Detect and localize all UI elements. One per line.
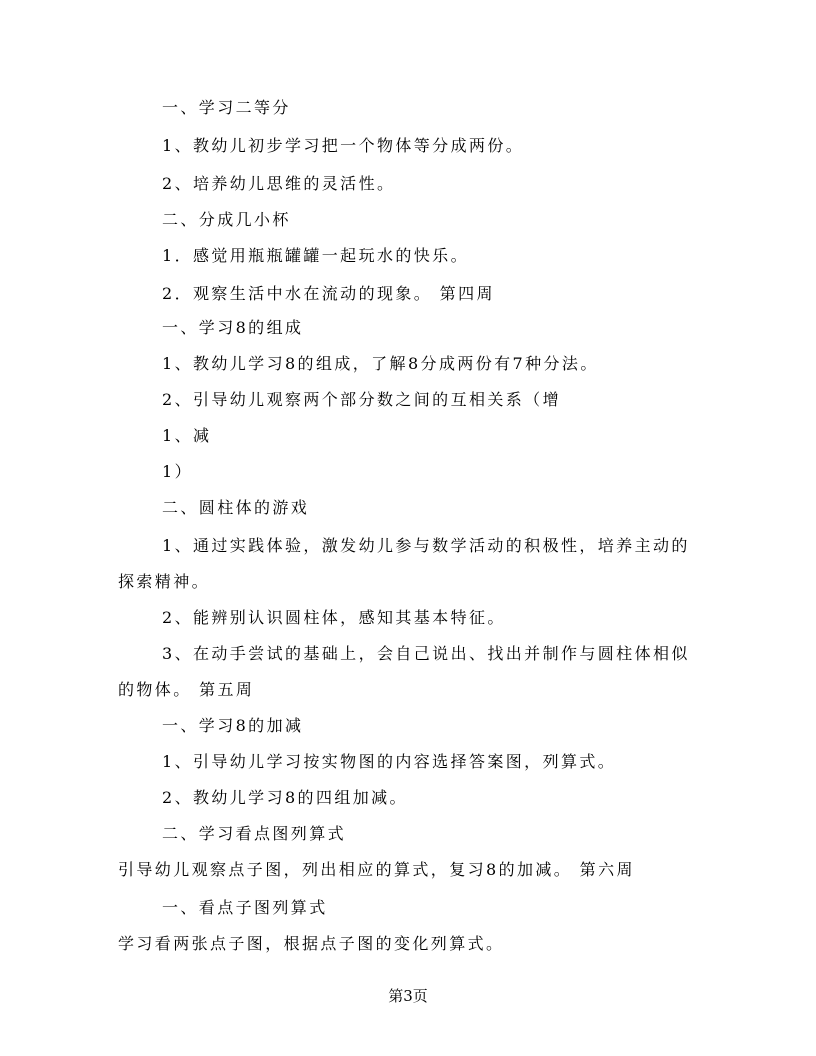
section-heading-bisection: 一、学习二等分 <box>162 98 291 117</box>
paragraph-line: 1、通过实践体验，激发幼儿参与数学活动的积极性，培养主动的 <box>162 536 690 555</box>
paragraph-line: 1．感觉用瓶瓶罐罐一起玩水的快乐。 <box>162 246 469 265</box>
page-number: 第3页 <box>388 987 428 1005</box>
paragraph-line: 1、教幼儿学习8的组成，了解8分成两份有7种分法。 <box>162 354 599 373</box>
paragraph-line: 1） <box>162 462 193 481</box>
section-heading-cylinder: 二、圆柱体的游戏 <box>162 498 310 517</box>
paragraph-line: 2、培养幼儿思维的灵活性。 <box>162 174 396 193</box>
paragraph-line: 2、教幼儿学习8的四组加减。 <box>162 788 408 807</box>
section-heading-small-cups: 二、分成几小杯 <box>162 210 291 229</box>
paragraph-line: 2、引导幼儿观察两个部分数之间的互相关系（增 <box>162 390 561 409</box>
paragraph-line: 学习看两张点子图，根据点子图的变化列算式。 <box>118 934 505 953</box>
paragraph-line-continued: 探索精神。 <box>118 572 211 591</box>
paragraph-line-week-four: 2．观察生活中水在流动的现象。 第四周 <box>162 284 495 303</box>
section-heading-compose-8: 一、学习8的组成 <box>162 318 304 337</box>
paragraph-line: 1、引导幼儿学习按实物图的内容选择答案图，列算式。 <box>162 752 617 771</box>
section-heading-add-sub-8: 一、学习8的加减 <box>162 716 304 735</box>
paragraph-line: 1、减 <box>162 426 212 445</box>
section-heading-dot-formula: 一、看点子图列算式 <box>162 898 328 917</box>
section-heading-dot-chart: 二、学习看点图列算式 <box>162 824 347 843</box>
paragraph-line-week-five: 的物体。 第五周 <box>118 680 255 699</box>
paragraph-line: 3、在动手尝试的基础上，会自己说出、找出并制作与圆柱体相似 <box>162 644 690 663</box>
paragraph-line-week-six: 引导幼儿观察点子图，列出相应的算式，复习8的加减。 第六周 <box>118 860 635 879</box>
paragraph-line: 1、教幼儿初步学习把一个物体等分成两份。 <box>162 136 525 155</box>
paragraph-line: 2、能辨别认识圆柱体，感知其基本特征。 <box>162 608 506 627</box>
